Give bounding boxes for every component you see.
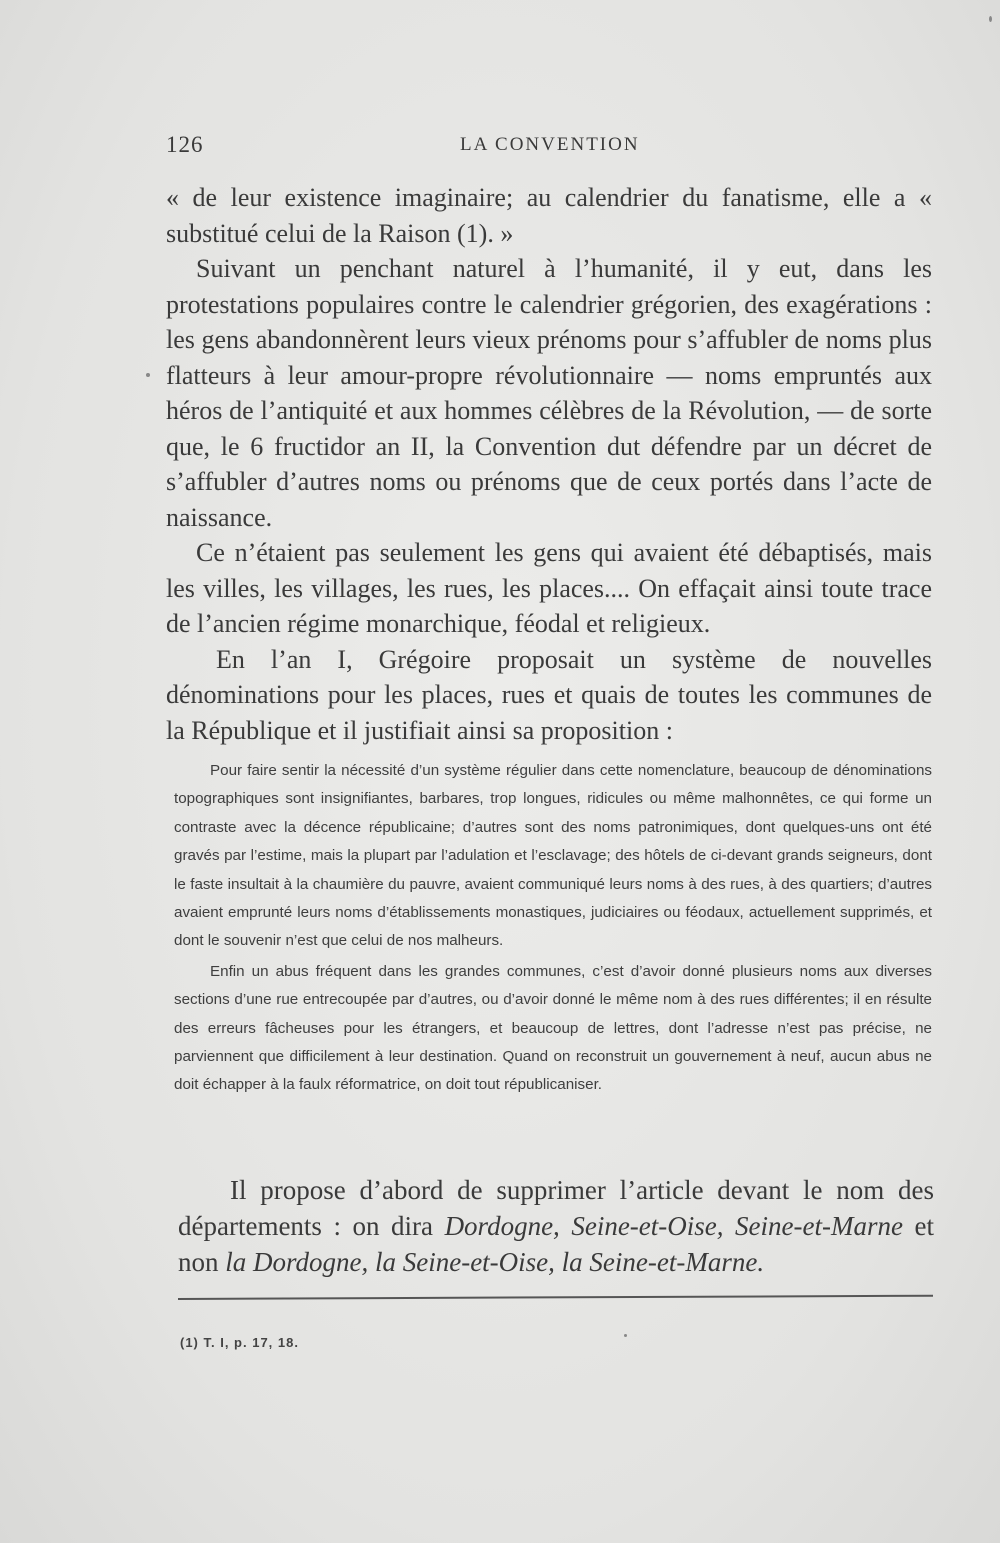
- margin-speck: [146, 373, 150, 377]
- paragraph-debaptises: Ce n’étaient pas seulement les gens qui avaient été débaptisés, mais les villes, les villages, les rues, les places.... On effaçait ainsi toute trace de l’ancien régime monarchique, féodal et religieux.: [166, 538, 932, 638]
- running-title: LA CONVENTION: [460, 134, 640, 155]
- closing-text-before: Il propose d’abord de supprimer l’article devant le nom des départements : on dira: [178, 1175, 934, 1241]
- closing-text-middle: et non: [178, 1211, 934, 1277]
- margin-speck: [624, 1334, 627, 1337]
- running-head: [166, 132, 930, 162]
- paragraph-gregoire: En l’an I, Grégoire proposait un système de nouvelles dénominations pour les places, rues et quais de toutes les communes de la République et il justifiait ainsi sa proposition :: [166, 644, 932, 745]
- paragraph-penchant: Suivant un penchant naturel à l’humanité, il y eut, dans les protestations populaires contre le calendrier grégorien, des exagérations : les gens abandonnèrent leurs vieux prénoms pour s’affubler de noms plus flatteurs à leur amour-propre révolutionnaire — noms empruntés aux héros de l’antiquité et aux hommes célèbres de la Révolution, — de sorte que, le 6 fructidor an II, la Convention dut défendre par un décret de s’affubler d’autres noms ou prénoms que de ceux portés dans l’acte de naissance.: [166, 254, 932, 532]
- paragraph-quote-end: « de leur existence imaginaire; au calendrier du fanatisme, elle a « substitué celui de la Raison (1). »: [166, 183, 932, 248]
- footnote-rule: [178, 1295, 933, 1300]
- quote-paragraph-2: Enfin un abus fréquent dans les grandes communes, c’est d’avoir donné plusieurs noms aux diverses sections d’une rue entrecoupée par d’autres, ou d’avoir donné le même nom à des rues différentes; il en résulte des erreurs fâcheuses pour les étrangers, et beaucoup de lettres, dont l’adresse n’est pas précise, ne parviennent que difficilement à leur destination. Quand on reconstruit un gouvernement à neuf, aucun abus ne doit échapper à la faulx réformatrice, on doit tout républicaniser.: [174, 962, 932, 1094]
- page-number: 126: [166, 132, 204, 157]
- block-quote: [174, 757, 932, 1100]
- closing-italic-2: la Dordogne, la Seine-et-Oise, la Seine-et-Marne.: [225, 1247, 765, 1277]
- closing-italic-1: Dordogne, Seine-et-Oise, Seine-et-Marne: [444, 1211, 903, 1241]
- margin-speck: [989, 16, 992, 22]
- footnote: (1) T. I, p. 17, 18.: [180, 1335, 299, 1350]
- quote-paragraph-1: Pour faire sentir la nécessité d’un système régulier dans cette nomenclature, beaucoup de dénominations topographiques sont insignifiantes, barbares, trop longues, ridicules ou même malhonnêtes, ce qui forme un contraste avec la décence républicaine; d’autres sont des noms patronimiques, dont quelques-uns ont été gravés par l’estime, mais la plupart par l’adulation et l’esclavage; des hôtels de ci-devant grands seigneurs, dont le faste insultait à la chaumière du pauvre, avaient communiqué leurs noms à des rues, à des quartiers; d’autres avaient emprunté leurs noms d’établissements monastiques, judiciaires ou féodaux, actuellement supprimés, et dont le souvenir n’est que celui de nos malheurs.: [174, 762, 932, 950]
- main-text: [166, 180, 932, 748]
- closing-paragraph: [178, 1172, 934, 1280]
